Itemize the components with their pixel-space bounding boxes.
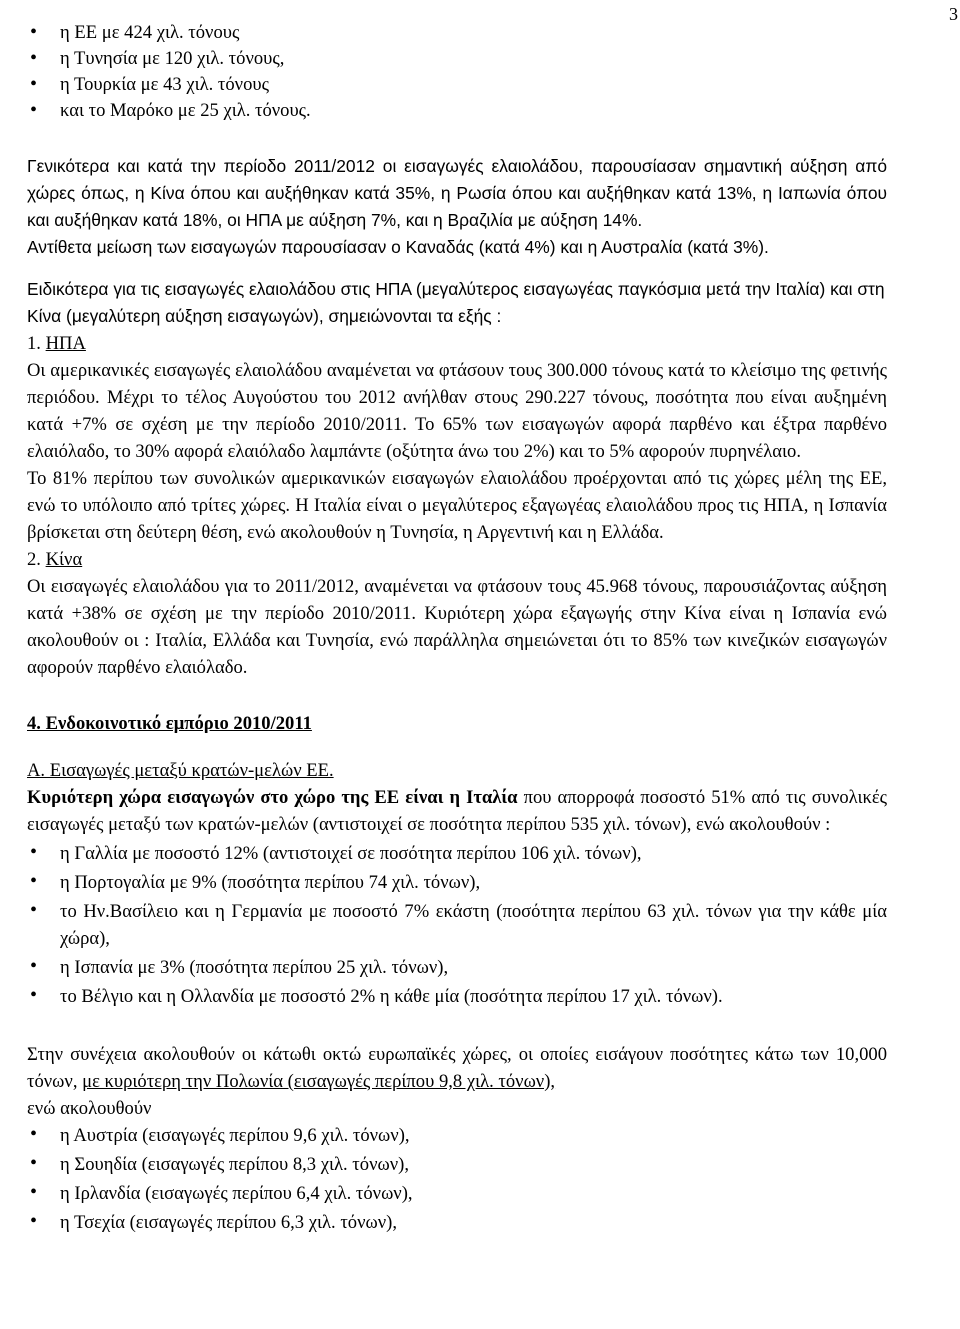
list-item: • η Πορτογαλία με 9% (ποσότητα περίπου 74 χιλ. τόνων), [27, 869, 887, 896]
usa-paragraph-2: Το 81% περίπου των συνολικών αμερικανικών εισαγωγών ελαιολάδου προέρχονται από τις χώρες μέλη της ΕΕ, ενώ το υπόλοιπο από τρίτες χώρες. Η Ιταλία είναι ο μεγαλύτερος εξαγωγέας ελαιολάδου προς τις ΗΠΑ, η Ισπανία βρίσκεται στη δεύτερη θέση, ενώ ακολουθούν η Τυνησία, η Αργεντινή και η Ελλάδα. [27, 468, 887, 543]
eu-imports-lead: Κυριότερη χώρα εισαγωγών στο χώρο της ΕΕ είναι η Ιταλία [27, 787, 518, 808]
eu-imports-rest: που απορροφά ποσοστό 51% από τις συνολικές εισαγωγές μεταξύ των κρατών-μελών (αντιστοιχεί σε ποσότητα περίπου 535 χιλ. τόνων), ενώ ακολουθούν : [27, 787, 887, 835]
top-import-list [27, 20, 887, 124]
list-item: • η ΕΕ με 424 χιλ. τόνους [27, 20, 887, 46]
page-number: 3 [949, 4, 958, 24]
list-item: • και το Μαρόκο με 25 χιλ. τόνους. [27, 98, 887, 124]
china-number: 2. [27, 549, 41, 570]
section-4-heading: 4. Ενδοκοινοτικό εμπόριο 2010/2011 [27, 713, 312, 734]
list-item: • το Ην.Βασίλειο και η Γερμανία με ποσοστό 7% εκάστη (ποσότητα περίπου 63 χιλ. τόνων για την κάθε μία χώρα), [27, 898, 887, 952]
china-paragraph: Οι εισαγωγές ελαιολάδου για το 2011/2012, αναμένεται να φτάσουν τους 45.968 τόνους, παρουσιάζοντας αύξηση κατά +38% σε σχέση με την περίοδο 2010/2011. Κυριότερη χώρα εξαγωγής στην Κίνα είναι η Ισπανία ενώ ακολουθούν οι : Ιταλία, Ελλάδα και Τυνησία, ενώ παράλληλα σημειώνεται ότι το 85% των κινεζικών εισαγωγών αφορούν παρθένο ελαιόλαδο. [27, 576, 887, 678]
usa-paragraph-1: Οι αμερικανικές εισαγωγές ελαιολάδου αναμένεται να φτάσουν τους 300.000 τόνους κατά το κλείσιμο της φετινής περιόδου. Μέχρι το τέλος Αυγούστου του 2012 ανήλθαν στους 290.227 τόνους, ποσότητα που είναι αυξημένη κατά +7% σε σχέση με την περίοδο 2010/2011. Το 65% των εισαγωγών αφορά παρθένο και έξτρα παρθένο ελαιόλαδο, το 30% αφορά ελαιόλαδο λαμπάντε (οξύτητα άνω του 2%) και το 5% αφορούν πυρηνέλαιο. [27, 360, 887, 462]
specific-intro: Ειδικότερα για τις εισαγωγές ελαιολάδου στις ΗΠΑ (μεγαλύτερος εισαγωγέας παγκόσμια μετά την Ιταλία) και στη Κίνα (μεγαλύτερη αύξηση εισαγωγών), σημειώνονται τα εξής : [27, 279, 885, 326]
list-item: • η Τυνησία με 120 χιλ. τόνους, [27, 46, 887, 72]
eight-countries-paragraph [27, 1041, 887, 1095]
eight-countries-underlined: με κυριότερη την Πολωνία (εισαγωγές περίπου 9,8 χιλ. τόνων), [82, 1071, 556, 1092]
decrease-paragraph: Αντίθετα μείωση των εισαγωγών παρουσίασαν ο Καναδάς (κατά 4%) και η Αυστραλία (κατά 3%). [27, 237, 769, 257]
list-item: • η Σουηδία (εισαγωγές περίπου 8,3 χιλ. τόνων), [27, 1151, 887, 1178]
eu-import-list [27, 840, 887, 1010]
general-paragraph: Γενικότερα και κατά την περίοδο 2011/2012 οι εισαγωγές ελαιολάδου, παρουσίασαν σημαντική αύξηση από χώρες όπως, η Κίνα όπου και αυξήθηκαν κατά 35%, η Ρωσία όπου και αυξήθηκαν κατά 13%, η Ιαπωνία όπου και αυξήθηκαν κατά 18%, οι ΗΠΑ με αύξηση 7%, και η Βραζιλία με αύξηση 14%. [27, 156, 887, 230]
list-item: • η Τουρκία με 43 χιλ. τόνους [27, 72, 887, 98]
eu-imports-paragraph [27, 784, 887, 838]
list-item: • το Βέλγιο και η Ολλανδία με ποσοστό 2% η κάθε μία (ποσότητα περίπου 17 χιλ. τόνων). [27, 983, 887, 1010]
list-item: • η Ισπανία με 3% (ποσότητα περίπου 25 χιλ. τόνων), [27, 954, 887, 981]
eight-countries-list [27, 1122, 887, 1236]
list-item: • η Τσεχία (εισαγωγές περίπου 6,3 χιλ. τόνων), [27, 1209, 887, 1236]
list-item: • η Γαλλία με ποσοστό 12% (αντιστοιχεί σε ποσότητα περίπου 106 χιλ. τόνων), [27, 840, 887, 867]
eight-countries-lead: Στην συνέχεια ακολουθούν οι κάτωθι οκτώ ευρωπαϊκές χώρες, οι οποίες εισάγουν ποσότητες κάτω των 10,000 τόνων, [27, 1044, 887, 1092]
usa-number: 1. [27, 333, 41, 354]
list-item: • η Αυστρία (εισαγωγές περίπου 9,6 χιλ. τόνων), [27, 1122, 887, 1149]
usa-title: ΗΠΑ [45, 333, 86, 354]
eight-countries-tail: ενώ ακολουθούν [27, 1098, 152, 1119]
china-heading [27, 546, 887, 573]
china-title: Κίνα [45, 549, 83, 570]
document-body [27, 20, 887, 1238]
usa-heading [27, 330, 887, 357]
list-item: • η Ιρλανδία (εισαγωγές περίπου 6,4 χιλ. τόνων), [27, 1180, 887, 1207]
subsection-a-heading: Α. Εισαγωγές μεταξύ κρατών-μελών ΕΕ. [27, 760, 334, 781]
